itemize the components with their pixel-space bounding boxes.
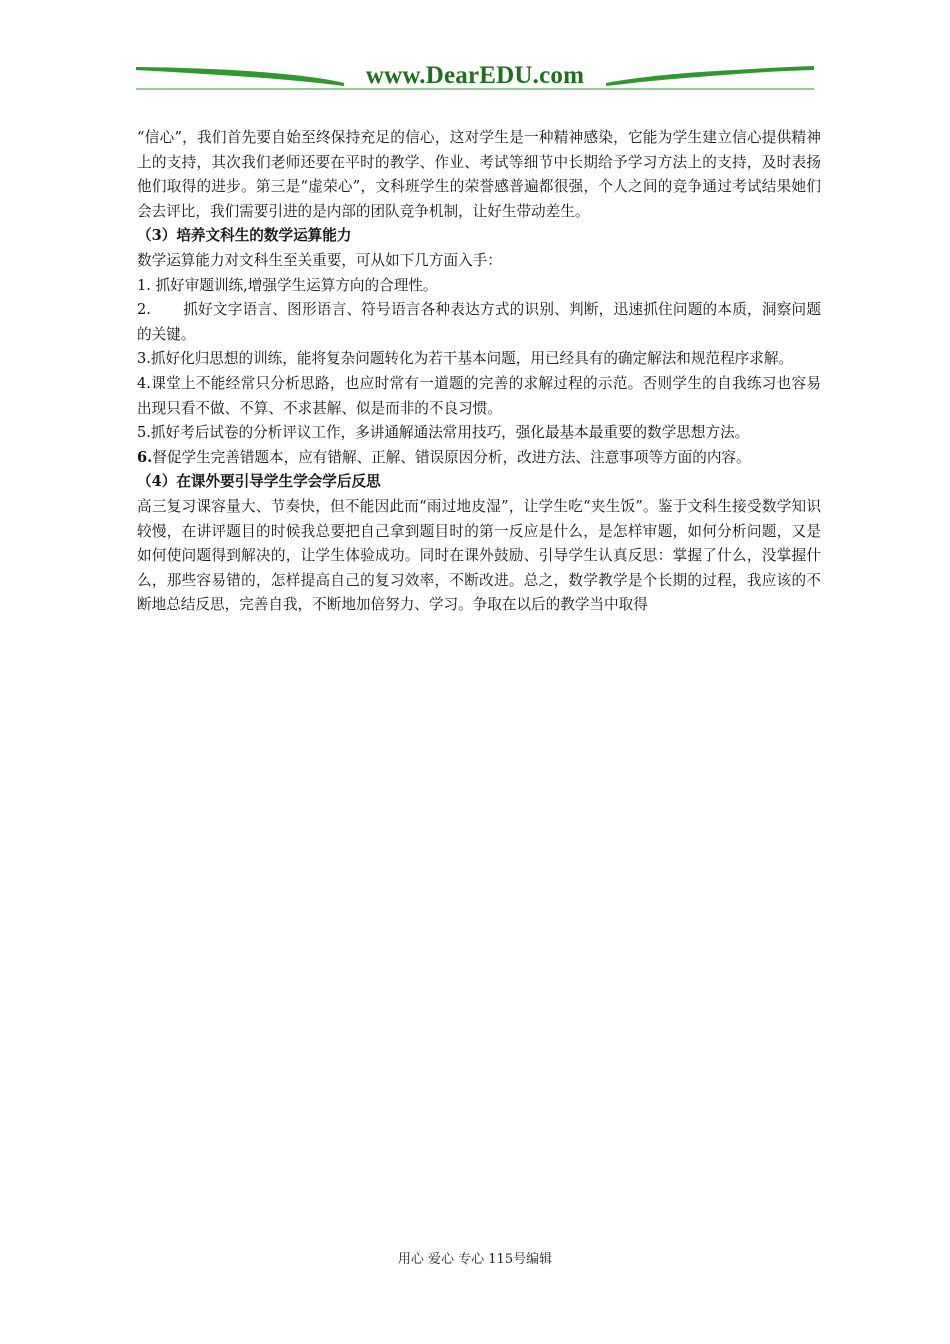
list-item-6 (137, 446, 821, 471)
page-footer: 用心 爱心 专心 115号编辑 (397, 1252, 553, 1267)
list-item-4: 4.课堂上不能经常只分析思路，也应时常有一道题的完善的求解过程的示范。否则学生的自我练习也容易出现只看不做、不算、不求甚解、似是而非的不良习惯。 (137, 374, 821, 417)
page-header (134, 58, 816, 96)
section-heading-4: （4）在课外要引导学生学会学后反思 (137, 473, 381, 491)
list-item-number: 2. (137, 301, 151, 319)
list-item-1: 1. 抓好审题训练,增强学生运算方向的合理性。 (137, 276, 438, 294)
list-item-number: 6. (137, 448, 153, 466)
list-item-2 (137, 298, 821, 347)
list-item-text: 督促学生完善错题本，应有错解、正解、错误原因分析，改进方法、注意事项等方面的内容。 (152, 448, 751, 466)
list-item-text: 抓好文字语言、图形语言、符号语言各种表达方式的识别、判断，迅速抓住问题的本质，洞察问题的关键。 (137, 301, 821, 343)
section-intro-3: 数学运算能力对文科生至关重要，可从如下几方面入手： (137, 251, 502, 269)
document-body (137, 126, 821, 618)
list-item-3: 3.抓好化归思想的训练，能将复杂问题转化为若干基本问题，用已经具有的确定解法和规范程序求解。 (137, 350, 794, 368)
site-logo: www.DearEDU.com (365, 62, 585, 89)
section-heading-3: （3）培养文科生的数学运算能力 (137, 227, 352, 245)
paragraph-reflection: 高三复习课容量大、节奏快，但不能因此而“雨过地皮湿”，让学生吃“夹生饭”。鉴于文科生接受数学知识较慢，在讲评题目的时候我总要把自己拿到题目时的第一反应是什么，是怎样审题，如何分析问题，又是如何使问题得到解决的，让学生体验成功。同时在课外鼓励、引导学生认真反思：掌握了什么，没掌握什么，那些容易错的，怎样提高自己的复习效率，不断改进。总之，数学教学是个长期的过程，我应该的不断地总结反思，完善自我，不断地加倍努力、学习。争取在以后的教学当中取得 (137, 497, 821, 614)
paragraph-confidence: “信心”，我们首先要自始至终保持充足的信心，这对学生是一种精神感染，它能为学生建立信心提供精神上的支持，其次我们老师还要在平时的教学、作业、考试等细节中长期给予学习方法上的支持，及时表扬他们取得的进步。第三是“虚荣心”，文科班学生的荣誉感普遍都很强，个人之间的竞争通过考试结果她们会去评比，我们需要引进的是内部的团队竞争机制，让好生带动差生。 (137, 129, 821, 220)
list-item-5: 5.抓好考后试卷的分析评议工作，多讲通解通法常用技巧，强化最基本最重要的数学思想方法。 (137, 424, 750, 442)
